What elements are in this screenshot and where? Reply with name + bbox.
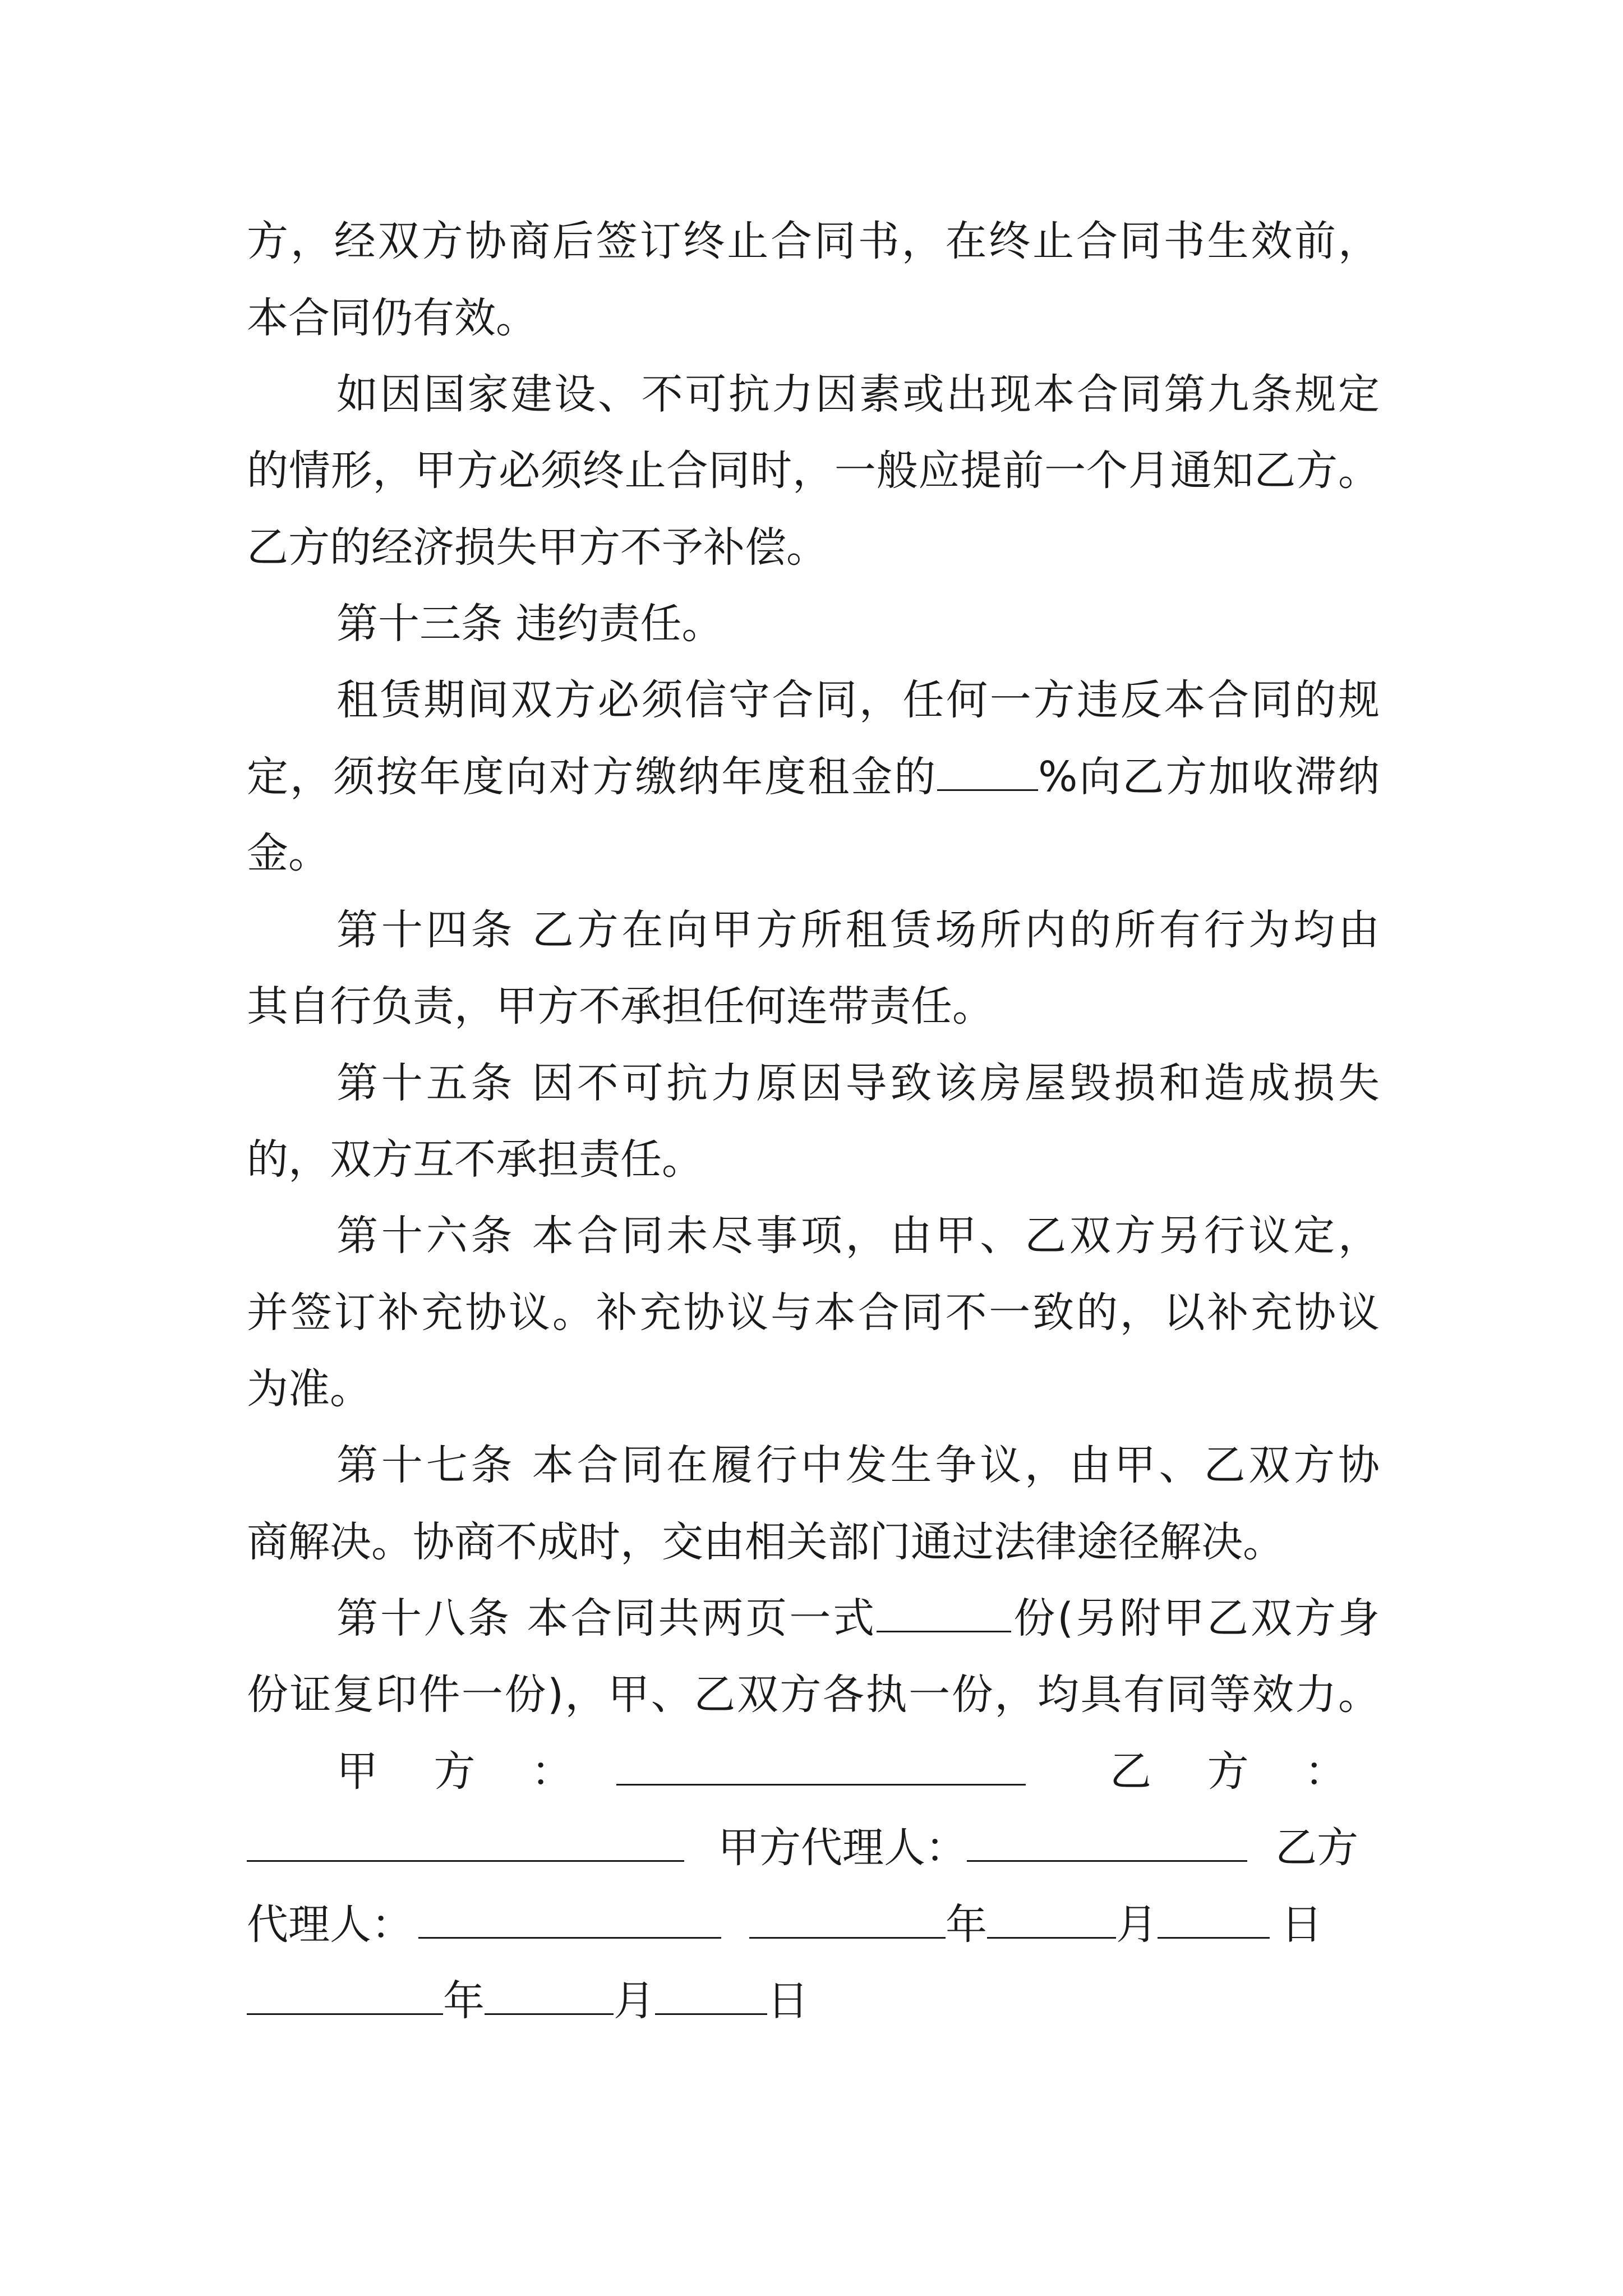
day-blank-field[interactable] xyxy=(1158,1900,1270,1939)
article-16-line: 第十六条 本合同未尽事项，由甲、乙双方另行议定， xyxy=(336,1212,1380,1260)
paragraph-line: 方，经双方协商后签订终止合同书，在终止合同书生效前， xyxy=(247,217,1380,265)
signature-line-date-1 xyxy=(247,1894,1380,1955)
party-a-agent-label: 甲方代理人： xyxy=(718,1824,967,1872)
year-label: 年 xyxy=(443,1977,485,2025)
signature-line-agents xyxy=(247,1817,1380,1879)
line-text: %向乙方加收滞纳 xyxy=(1038,753,1380,801)
paragraph-line: 的，双方互不承担责任。 xyxy=(247,1135,703,1184)
article-13-heading: 第十三条 违约责任。 xyxy=(336,600,723,648)
party-b-blank-field[interactable] xyxy=(247,1823,684,1862)
party-a-blank-field[interactable] xyxy=(616,1747,1026,1786)
paragraph-line: 租赁期间双方必须信守合同，任何一方违反本合同的规 xyxy=(336,676,1380,724)
copies-blank-field[interactable] xyxy=(877,1594,1011,1632)
paragraph-line-with-blank xyxy=(247,746,1380,808)
paragraph-line: 商解决。协商不成时，交由相关部门通过法律途径解决。 xyxy=(247,1518,1284,1566)
day-label: 日 xyxy=(1281,1901,1322,1949)
party-b-agent-blank-field[interactable] xyxy=(418,1900,721,1939)
month-blank-field[interactable] xyxy=(485,1976,614,2015)
paragraph-line: 并签订补充协议。补充协议与本合同不一致的，以补充协议 xyxy=(247,1289,1380,1337)
paragraph-line: 的情形，甲方必须终止合同时，一般应提前一个月通知乙方。 xyxy=(247,447,1380,495)
year-label: 年 xyxy=(946,1901,987,1949)
paragraph-line: 其自行负责，甲方不承担任何连带责任。 xyxy=(247,982,994,1030)
year-blank-field[interactable] xyxy=(749,1900,946,1939)
paragraph-line: 乙方的经济损失甲方不予补偿。 xyxy=(247,523,828,572)
article-15-line: 第十五条 因不可抗力原因导致该房屋毁损和造成损失 xyxy=(336,1059,1380,1107)
paragraph-line: 本合同仍有效。 xyxy=(247,294,537,342)
paragraph-line: 金。 xyxy=(247,829,330,877)
paragraph-line: 份证复印件一份)，甲、乙双方各执一份，均具有同等效力。 xyxy=(247,1671,1380,1719)
month-label: 月 xyxy=(1116,1901,1158,1949)
party-a-label: 甲 方 ： xyxy=(336,1747,594,1796)
party-a-agent-blank-field[interactable] xyxy=(967,1823,1247,1862)
signature-line-parties xyxy=(247,1741,1380,1802)
paragraph-line: 为准。 xyxy=(247,1365,371,1413)
day-blank-field[interactable] xyxy=(655,1976,767,2015)
article-18-line xyxy=(336,1588,1380,1649)
party-b-agent-label-end: 代理人： xyxy=(247,1901,413,1949)
line-text: 第十八条 本合同共两页一式 xyxy=(336,1594,877,1642)
party-b-label: 乙 方 ： xyxy=(1110,1747,1368,1796)
month-label: 月 xyxy=(614,1977,655,2025)
day-label: 日 xyxy=(767,1977,809,2025)
line-text: 定，须按年度向对方缴纳年度租金的 xyxy=(247,753,938,801)
article-17-line: 第十七条 本合同在履行中发生争议，由甲、乙双方协 xyxy=(336,1441,1380,1489)
line-text: 份(另附甲乙双方身 xyxy=(1011,1594,1380,1642)
article-14-line: 第十四条 乙方在向甲方所租赁场所内的所有行为均由 xyxy=(336,906,1380,954)
month-blank-field[interactable] xyxy=(987,1900,1116,1939)
paragraph-line: 如因国家建设、不可抗力因素或出现本合同第九条规定 xyxy=(336,370,1380,418)
signature-line-date-2 xyxy=(247,1970,1380,2032)
party-b-agent-label-start: 乙方 xyxy=(1275,1824,1358,1872)
percent-blank-field[interactable] xyxy=(937,752,1038,791)
year-blank-field[interactable] xyxy=(247,1976,443,2015)
